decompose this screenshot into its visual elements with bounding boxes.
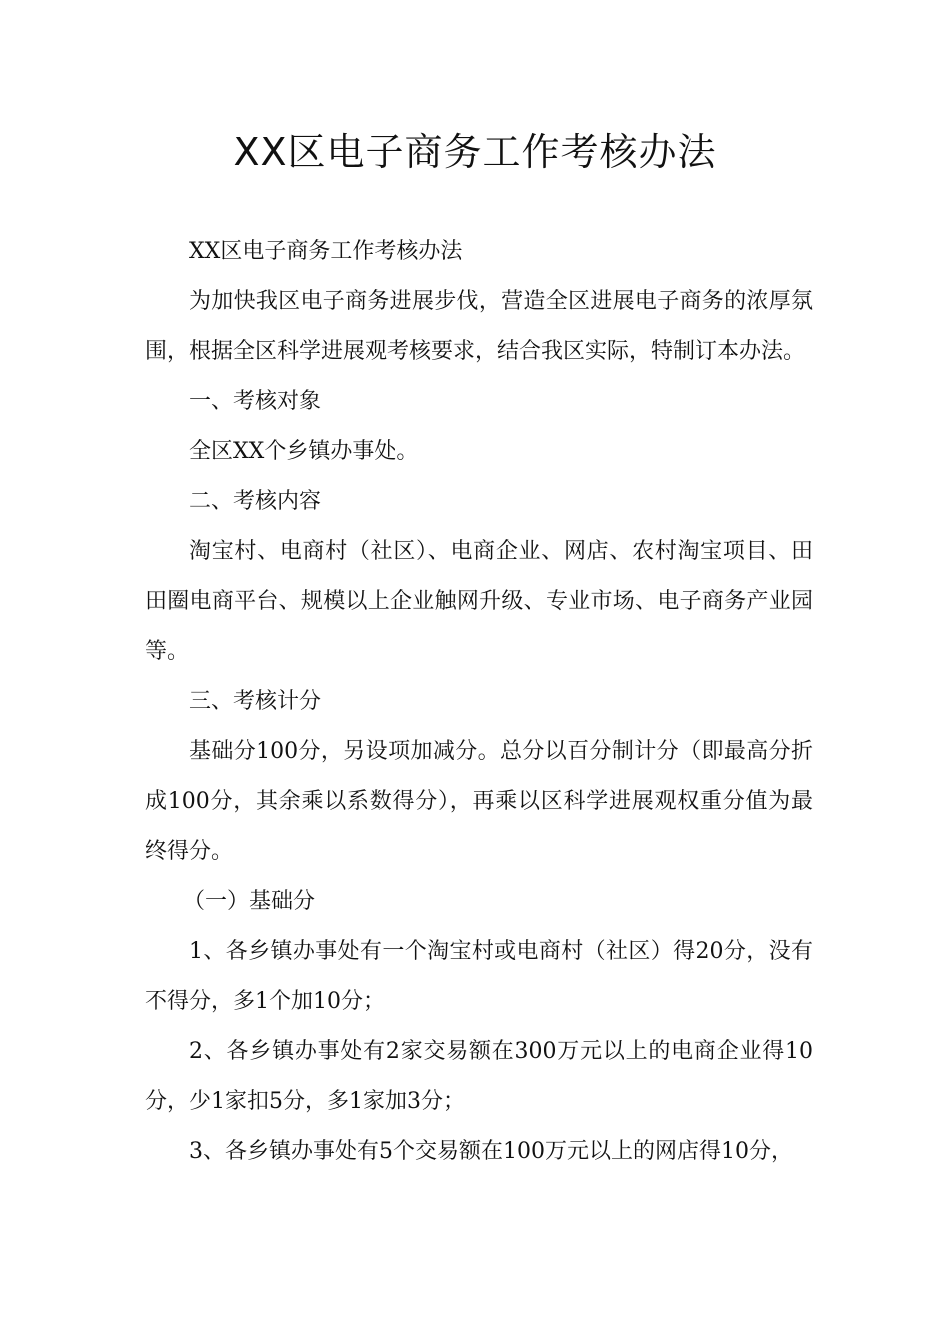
paragraph-content: 淘宝村、电商村（社区）、电商企业、网店、农村淘宝项目、田田圈电商平台、规模以上企业触网升级、专业市场、电子商务产业园等。: [145, 539, 813, 664]
section-heading-target: 一、考核对象: [189, 389, 322, 414]
paragraph-intro: 为加快我区电子商务进展步伐，营造全区进展电子商务的浓厚氛围，根据全区科学进展观考核要求，结合我区实际，特制订本办法。: [145, 289, 813, 364]
document-body: [145, 227, 813, 1177]
list-item-rule-2: 2、各乡镇办事处有2家交易额在300万元以上的电商企业得10分，少1家扣5分，多1家加3分；: [145, 1039, 813, 1114]
document-title: XX区电子商务工作考核办法: [233, 130, 717, 174]
subsection-heading-base-score: （一）基础分: [183, 889, 316, 914]
list-item-rule-1: 1、各乡镇办事处有一个淘宝村或电商村（社区）得20分，没有不得分，多1个加10分；: [145, 939, 813, 1014]
section-heading-content: 二、考核内容: [189, 489, 322, 514]
section-heading-scoring: 三、考核计分: [189, 689, 322, 714]
paragraph-scoring: 基础分100分，另设项加减分。总分以百分制计分（即最高分折成100分，其余乘以系数得分），再乘以区科学进展观权重分值为最终得分。: [145, 739, 813, 864]
list-item-rule-3: 3、各乡镇办事处有5个交易额在100万元以上的网店得10分，: [189, 1139, 793, 1164]
paragraph-heading-repeat: XX区电子商务工作考核办法: [189, 239, 463, 264]
paragraph-target: 全区XX个乡镇办事处。: [189, 439, 419, 464]
